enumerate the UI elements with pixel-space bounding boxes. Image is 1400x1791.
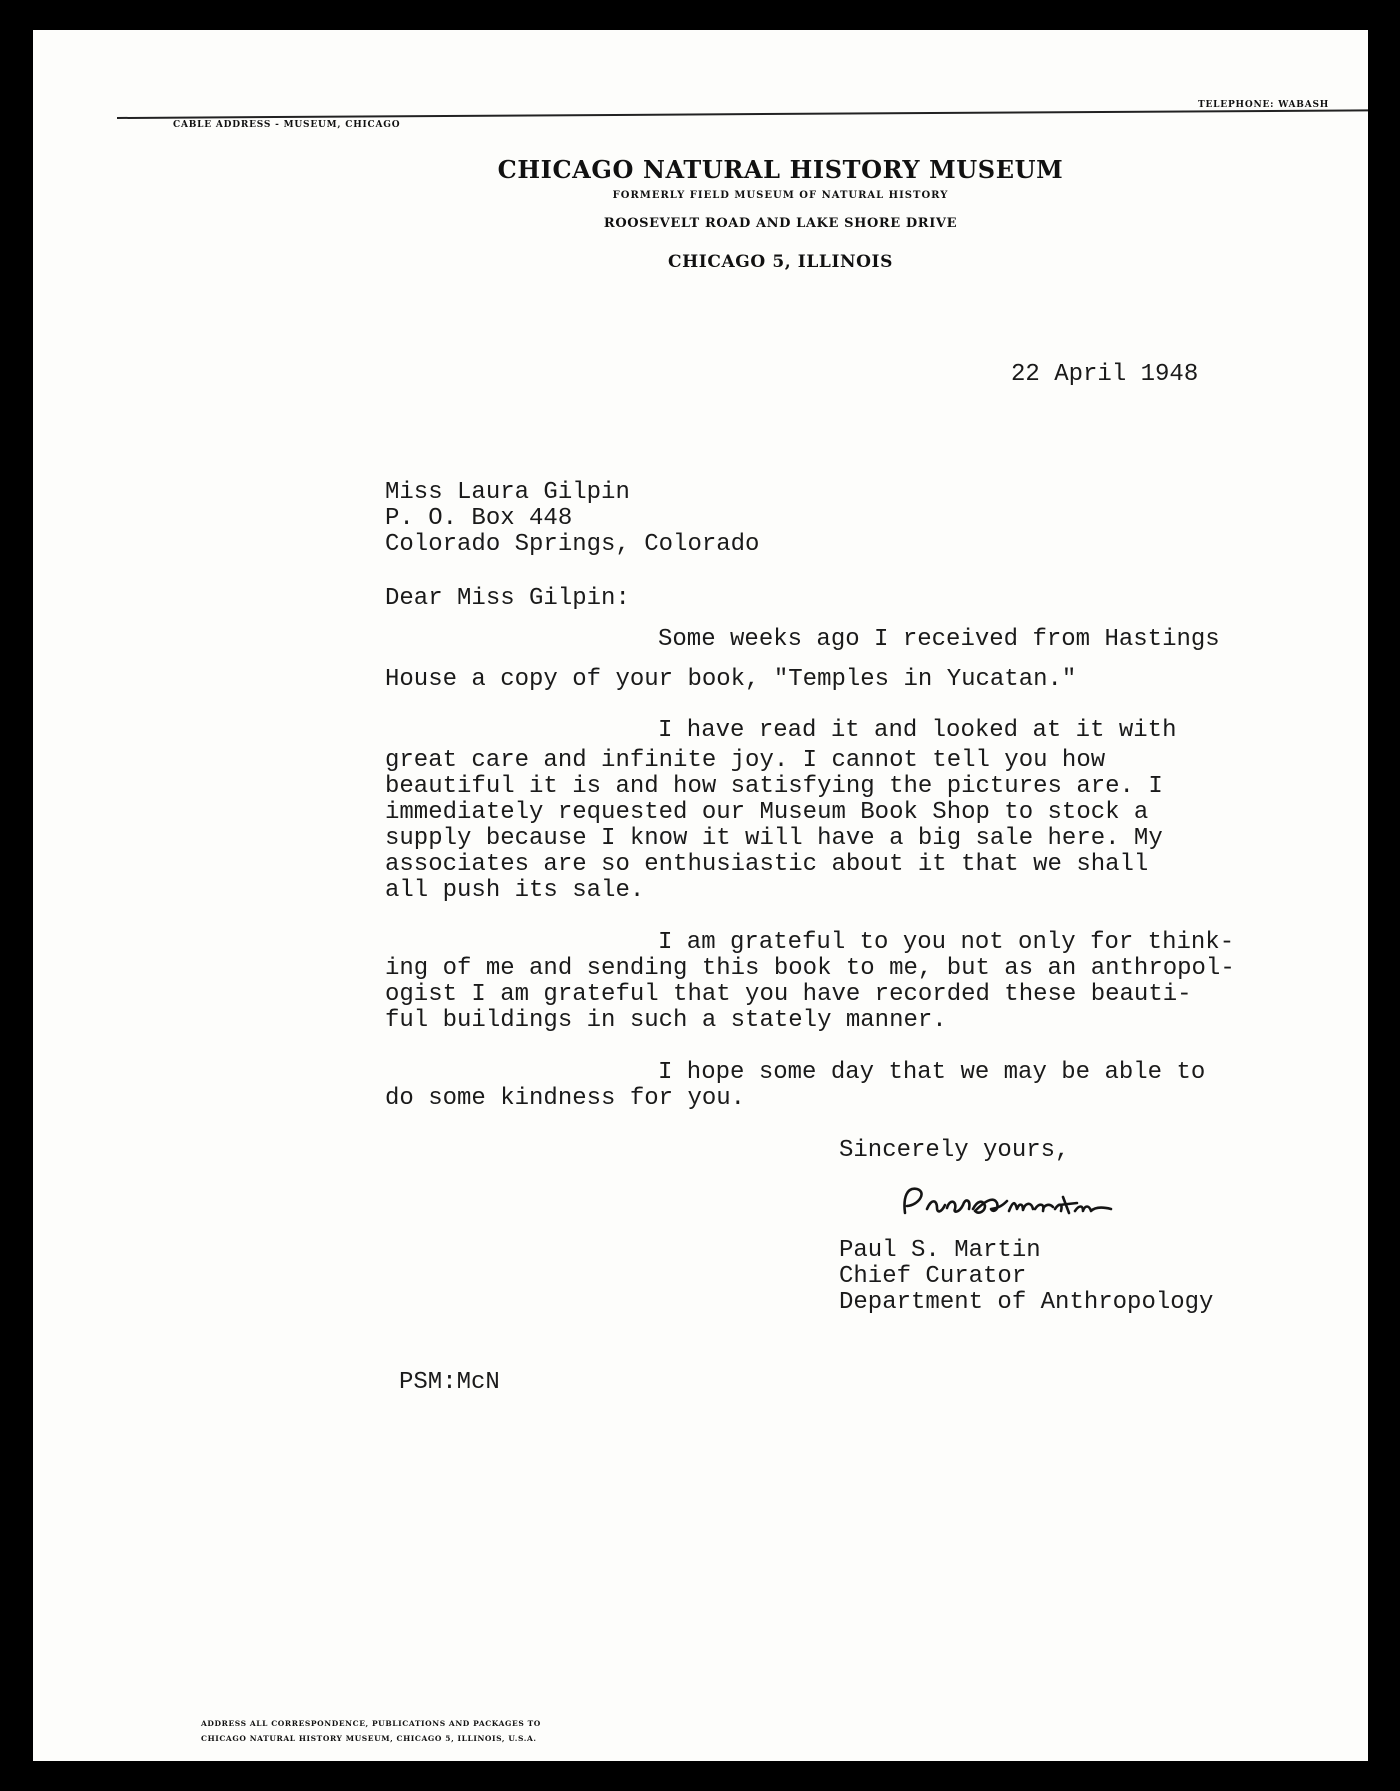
closing: Sincerely yours, bbox=[839, 1137, 1070, 1164]
museum-name: CHICAGO NATURAL HISTORY MUSEUM bbox=[497, 155, 1064, 184]
letter-page bbox=[33, 30, 1368, 1761]
recipient-address-line-1: P. O. Box 448 bbox=[385, 505, 573, 532]
paragraph-2-line-5: supply because I know it will have a big sale here. My bbox=[385, 825, 1163, 852]
paragraph-4-line-1: I hope some day that we may be able to bbox=[658, 1059, 1206, 1086]
paragraph-1-line-2: House a copy of your book, "Temples in Yucatan." bbox=[385, 666, 1077, 693]
paragraph-3-line-4: ful buildings in such a stately manner. bbox=[385, 1007, 947, 1034]
paragraph-2-line-2: great care and infinite joy. I cannot tell you how bbox=[385, 747, 1106, 774]
footer-line-2: CHICAGO NATURAL HISTORY MUSEUM, CHICAGO 5, ILLINOIS, U.S.A. bbox=[201, 1734, 537, 1743]
signer-title: Chief Curator bbox=[839, 1263, 1027, 1290]
signer-department: Department of Anthropology bbox=[839, 1289, 1214, 1316]
paragraph-2-line-3: beautiful it is and how satisfying the pictures are. I bbox=[385, 773, 1163, 800]
salutation: Dear Miss Gilpin: bbox=[385, 585, 630, 612]
paragraph-2-line-6: associates are so enthusiastic about it that we shall bbox=[385, 851, 1149, 878]
paragraph-3-line-3: ogist I am grateful that you have recorded these beauti- bbox=[385, 981, 1192, 1008]
reference-initials: PSM:McN bbox=[399, 1369, 500, 1396]
telephone: TELEPHONE: WABASH bbox=[1198, 100, 1330, 110]
paragraph-3-line-2: ing of me and sending this book to me, but as an anthropol- bbox=[385, 955, 1235, 982]
paragraph-2-line-7: all push its sale. bbox=[385, 877, 645, 904]
footer-line-1: ADDRESS ALL CORRESPONDENCE, PUBLICATIONS AND PACKAGES TO bbox=[201, 1719, 541, 1728]
city-address: CHICAGO 5, ILLINOIS bbox=[668, 252, 893, 272]
paragraph-2-line-4: immediately requested our Museum Book Shop to stock a bbox=[385, 799, 1149, 826]
paragraph-2-line-1: I have read it and looked at it with bbox=[658, 717, 1177, 744]
letter-date: 22 April 1948 bbox=[1011, 361, 1199, 388]
street-address: ROOSEVELT ROAD AND LAKE SHORE DRIVE bbox=[603, 216, 958, 231]
paragraph-1-line-1: Some weeks ago I received from Hastings bbox=[658, 626, 1220, 653]
cable-address: CABLE ADDRESS - MUSEUM, CHICAGO bbox=[173, 120, 401, 130]
recipient-address-line-2: Colorado Springs, Colorado bbox=[385, 531, 760, 558]
signature bbox=[893, 1175, 1153, 1235]
paragraph-4-line-2: do some kindness for you. bbox=[385, 1085, 746, 1112]
recipient-name: Miss Laura Gilpin bbox=[385, 479, 630, 506]
letterhead-rule bbox=[117, 109, 1368, 119]
signer-name: Paul S. Martin bbox=[839, 1237, 1041, 1264]
formerly-name: FORMERLY FIELD MUSEUM OF NATURAL HISTORY bbox=[612, 190, 949, 201]
paragraph-3-line-1: I am grateful to you not only for think- bbox=[658, 929, 1235, 956]
